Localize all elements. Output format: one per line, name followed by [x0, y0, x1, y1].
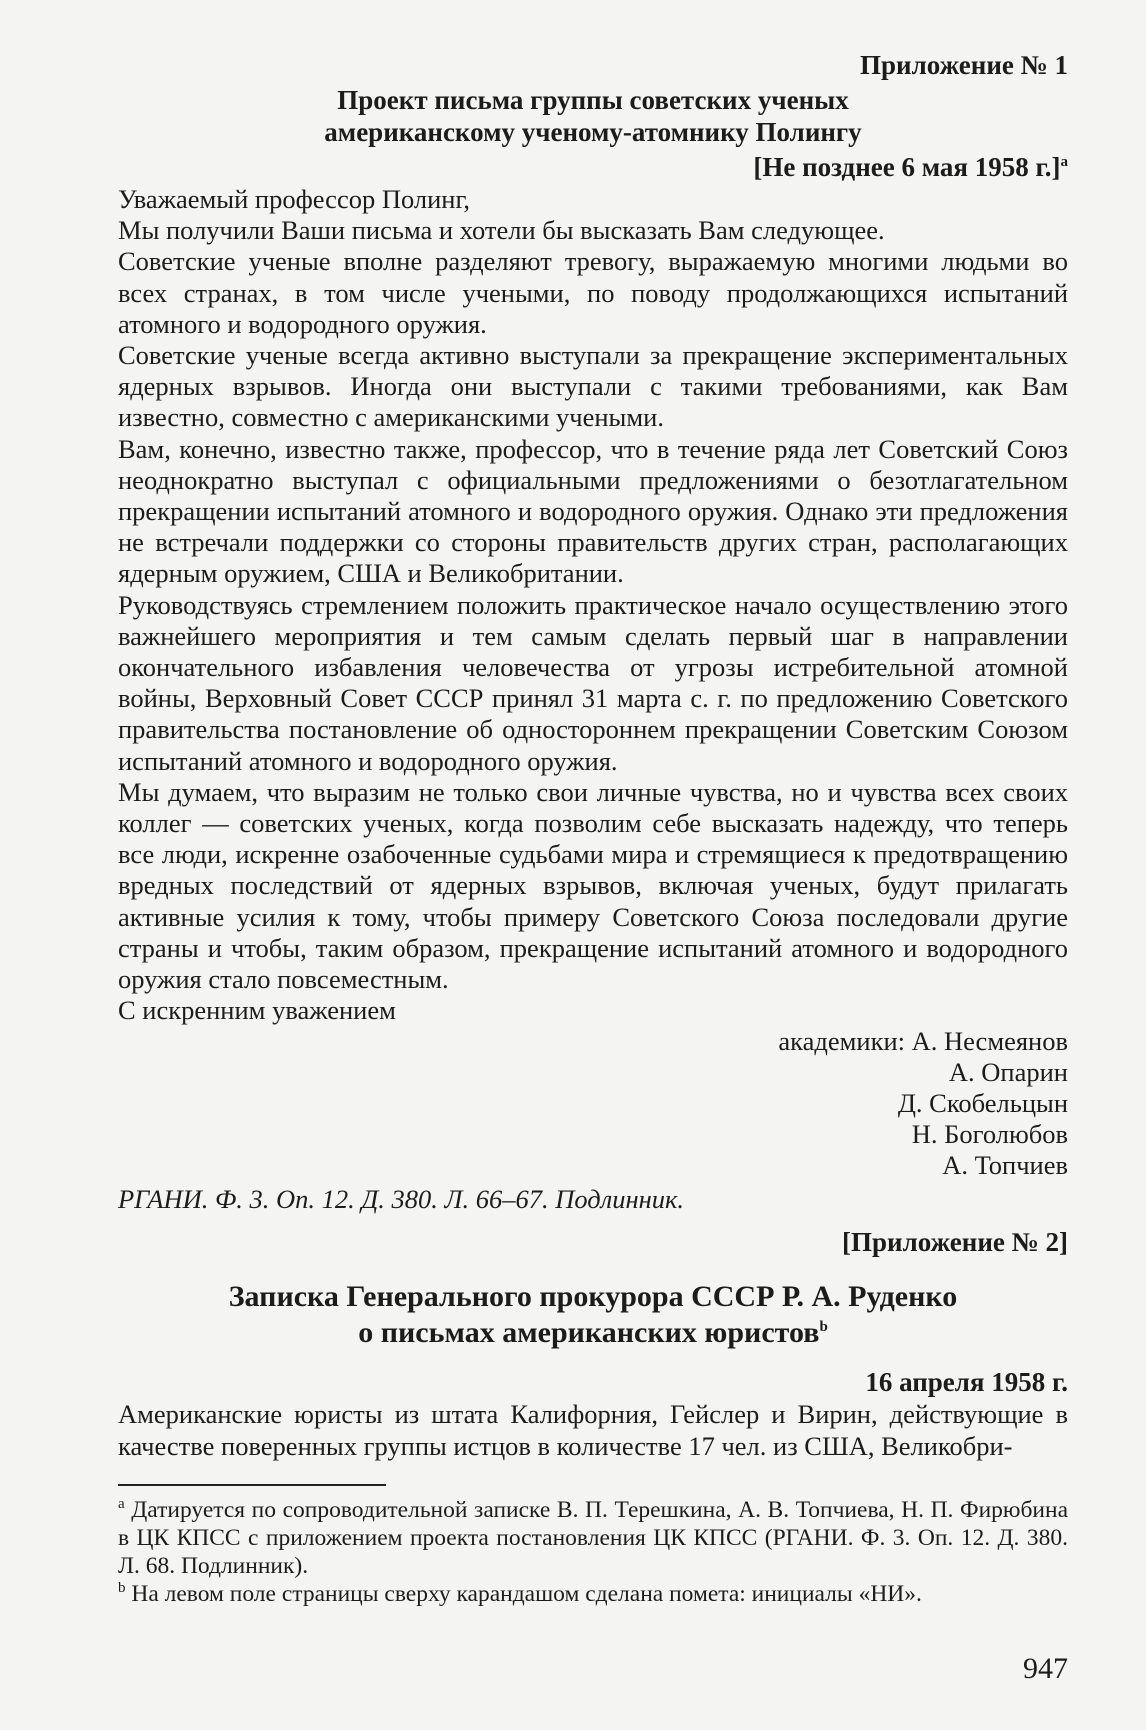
appendix-1-date-text: [Не позднее 6 мая 1958 г.]	[753, 152, 1061, 182]
footnote-ref-a: a	[1060, 154, 1068, 170]
appendix-2-title-line-2	[118, 1315, 1068, 1351]
appendix-2-title-line-1: Записка Генерального прокурора СССР Р. А. Руденко	[228, 1280, 958, 1314]
footnote-b	[118, 1580, 1068, 1608]
letter-salutation: Уважаемый профессор Полинг,	[118, 184, 470, 214]
document-page	[118, 48, 1068, 1708]
footnotes	[118, 1496, 1068, 1608]
letter-paragraph: Советские ученые всегда активно выступали за прекращение экспериментальных ядерных взрывов. Иногда они выступали с такими требованиями, как Вам известно, совместно с американскими учеными.	[118, 340, 1068, 433]
footnote-ref-b: b	[819, 1319, 828, 1336]
appendix-2-title	[118, 1279, 1068, 1351]
appendix-1-title-line-2: американскому ученому-атомнику Полингу	[324, 117, 862, 147]
letter-body	[118, 184, 1068, 1026]
appendix-2-body	[118, 1399, 1068, 1461]
archive-source: РГАНИ. Ф. 3. Оп. 12. Д. 380. Л. 66–67. Подлинник.	[118, 1184, 685, 1215]
signatory: Д. Скобельцын	[897, 1088, 1068, 1119]
letter-paragraph: Советские ученые вполне разделяют тревогу, выражаемую многими людьми во всех странах, в том числе учеными, по поводу продолжающихся испытаний атомного и водородного оружия.	[118, 246, 1068, 339]
footnote-b-mark: b	[118, 1580, 126, 1597]
appendix-2-paragraph: Американские юристы из штата Калифорния, Гейслер и Вирин, действующие в качестве поверенных группы истцов в количестве 17 чел. из США, Великобри-	[118, 1399, 1068, 1461]
signatory: академики: А. Несмеянов	[778, 1026, 1068, 1057]
letter-paragraph: Руководствуясь стремлением положить практическое начало осуществлению этого важнейшего мероприятия и тем самым сделать первый шаг в направлении окончательного избавления человечества от угрозы истребительной атомной войны, Верховный Совет СССР принял 31 марта с. г. по предложению Советского правительства постановление об одностороннем прекращении Советским Союзом испытаний атомного и водородного оружия.	[118, 589, 1068, 776]
letter-paragraph: Вам, конечно, известно также, профессор, что в течение ряда лет Советский Союз неоднократно выступал с официальными предложениями о безотлагательном прекращении испытаний атомного и водородного оружия. Однако эти предложения не встречали поддержки со стороны правительств других стран, располагающих ядерным оружием, США и Великобритании.	[118, 433, 1068, 589]
appendix-2-label: [Приложение № 2]	[842, 1227, 1068, 1258]
signatory: А. Опарин	[948, 1057, 1068, 1088]
letter-paragraph: Мы думаем, что выразим не только свои личные чувства, но и чувства всех своих коллег — советских ученых, когда позволим себе высказать надежду, что теперь все люди, искренне озабоченные судьбами мира и стремящиеся к предотвращению вредных последствий от ядерных взрывов, включая ученых, будут прилагать активные усилия к тому, чтобы примеру Советского Союза последовали другие страны и чтобы, таким образом, прекращение испытаний атомного и водородного оружия стало повсеместным.	[118, 776, 1068, 995]
appendix-2-title-line-2-text: о письмах американских юристов	[358, 1316, 820, 1350]
appendix-1-title-line-1: Проект письма группы советских ученых	[337, 85, 849, 115]
appendix-1-label: Приложение № 1	[860, 50, 1068, 80]
appendix-1-title	[118, 84, 1068, 148]
signatory: А. Топчиев	[942, 1150, 1068, 1181]
footnote-a-text: Датируется по сопроводительной записке В. П. Терешкина, А. В. Топчиева, Н. П. Фирюбина в ЦК КПСС с приложением проекта постановления ЦК КПСС (РГАНИ. Ф. 3. Оп. 12. Д. 380. Л. 68. Подлинник).	[118, 1496, 1069, 1579]
page-number: 947	[1023, 1652, 1068, 1685]
letter-closing: С искренним уважением	[118, 995, 396, 1026]
appendix-1-date	[118, 150, 1068, 184]
footnote-b-text: На левом поле страницы сверху карандашом сделана помета: инициалы «НИ».	[131, 1580, 922, 1607]
letter-paragraph: Мы получили Ваши письма и хотели бы высказать Вам следующее.	[118, 215, 885, 246]
signatories	[118, 1026, 1068, 1181]
footnote-a	[118, 1496, 1068, 1580]
footnote-divider	[118, 1484, 386, 1486]
footnote-a-mark: a	[118, 1496, 125, 1513]
signatory: Н. Боголюбов	[911, 1119, 1068, 1150]
appendix-2-date: 16 апреля 1958 г.	[865, 1367, 1068, 1398]
